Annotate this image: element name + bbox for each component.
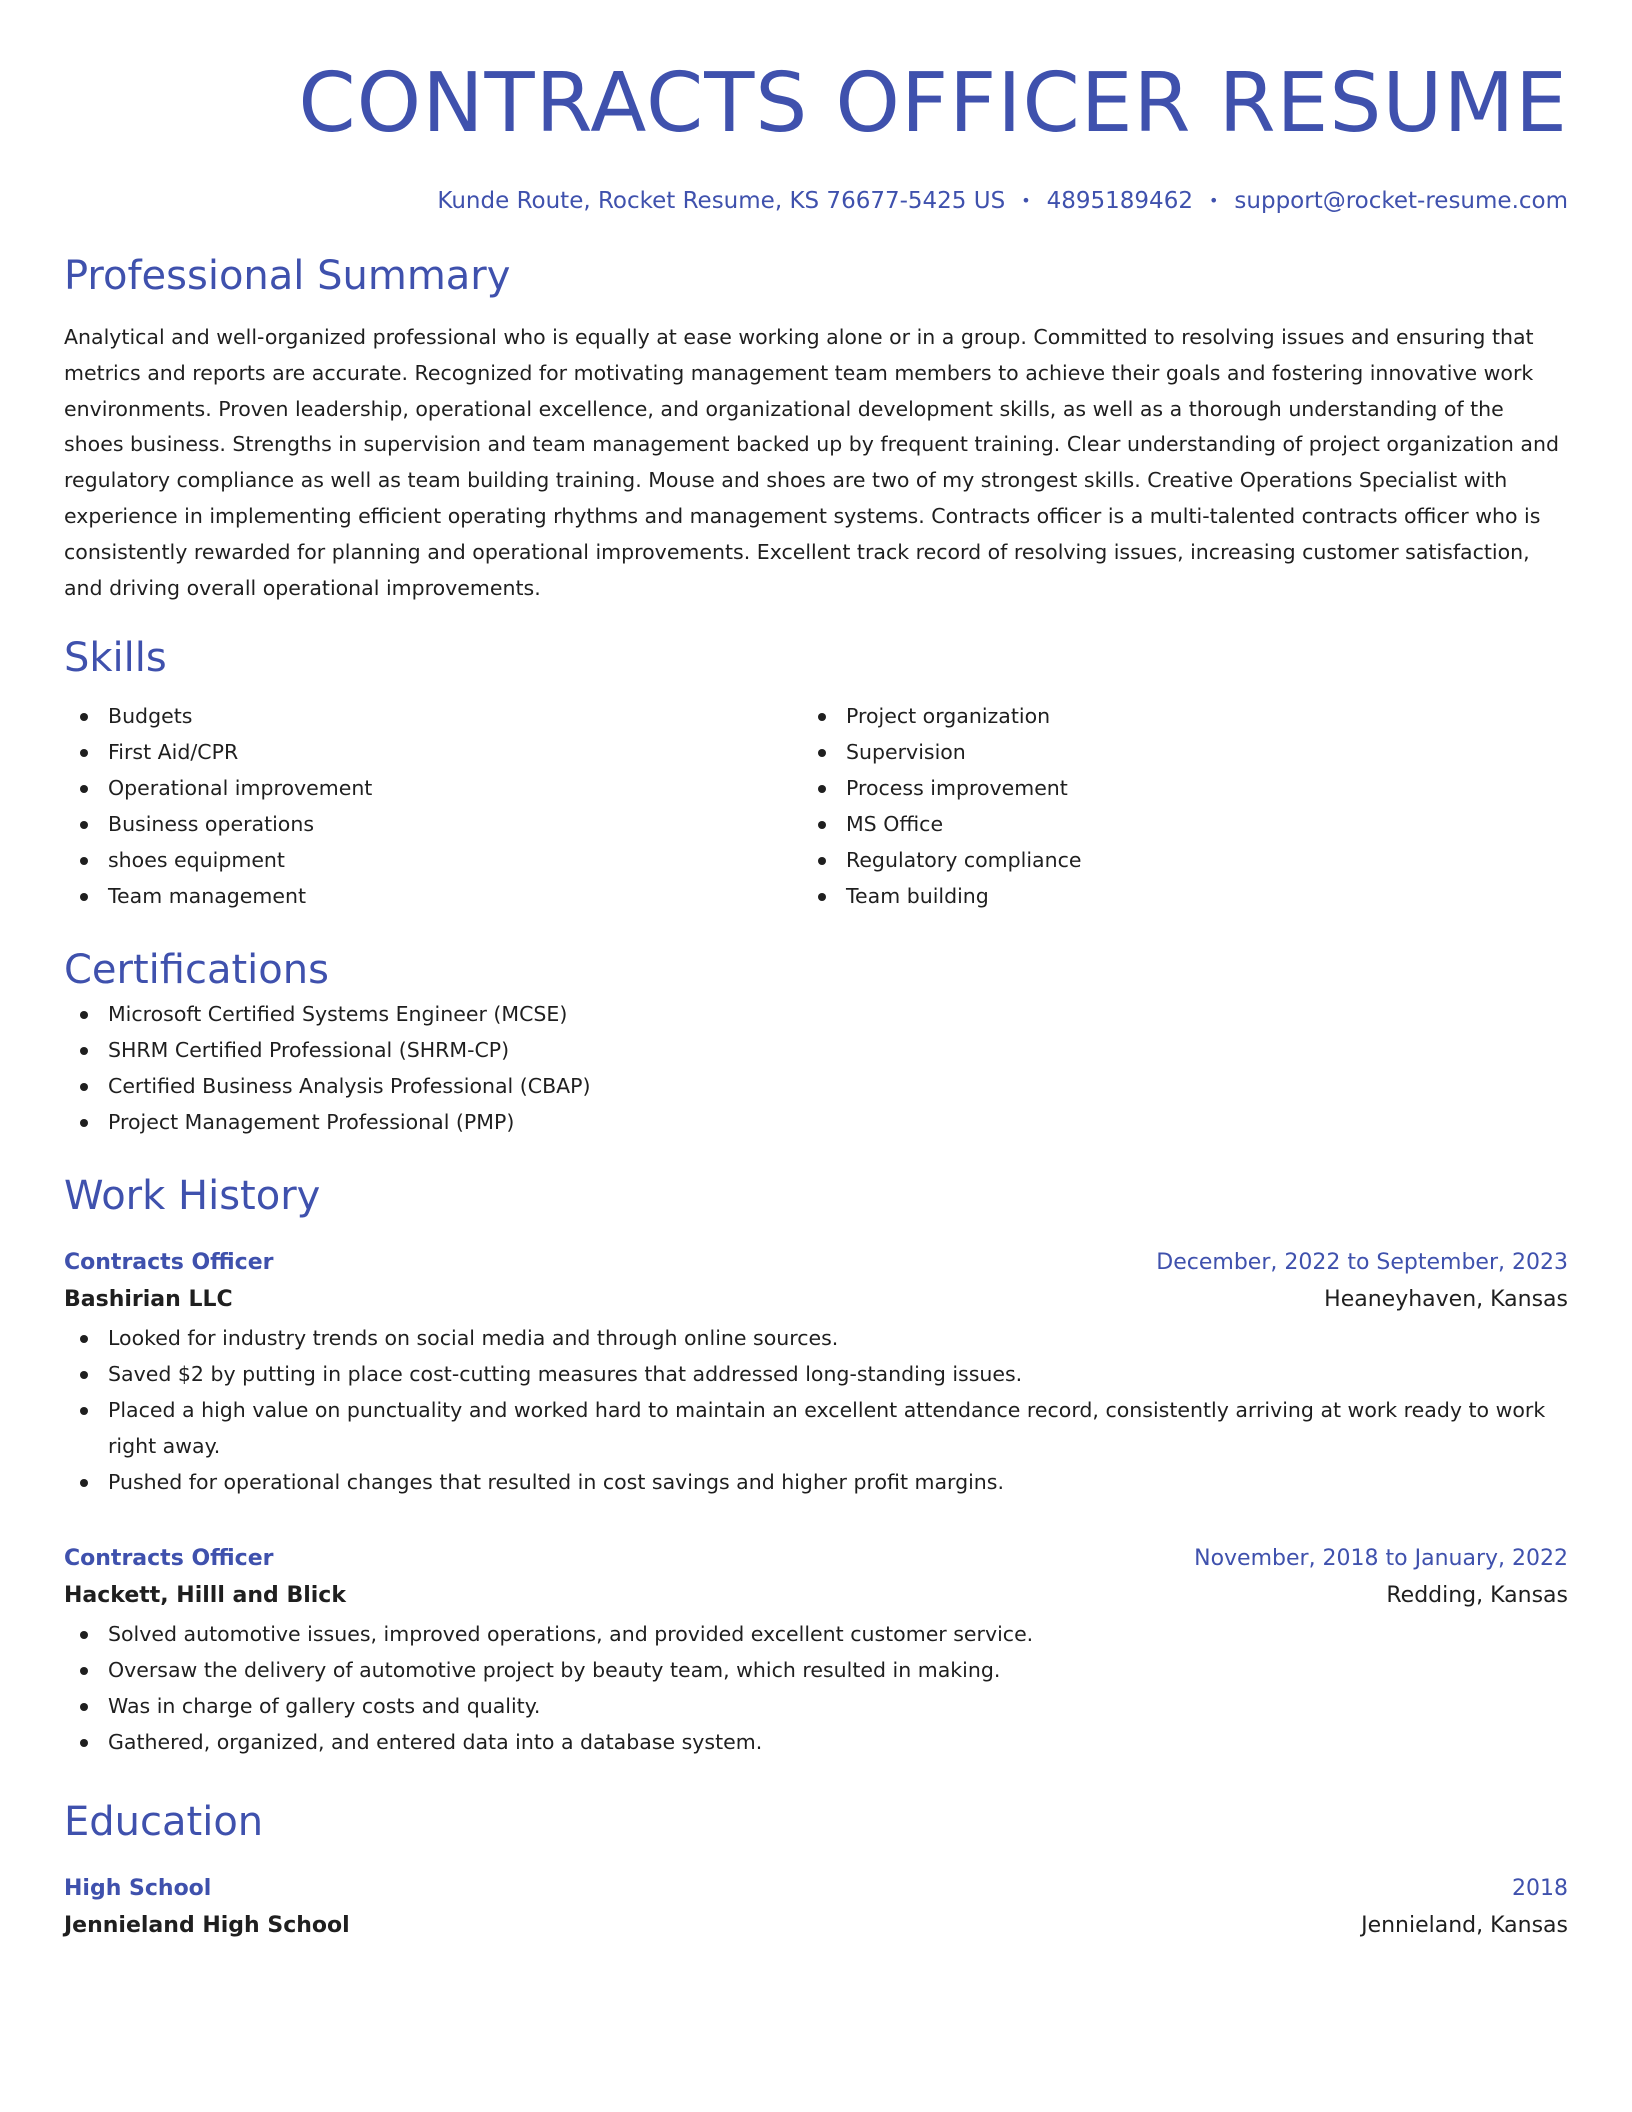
education-year: 2018 bbox=[1512, 1876, 1568, 1902]
certification-item: Project Management Professional (PMP) bbox=[64, 1104, 1568, 1140]
job-bullet: Was in charge of gallery costs and quality. bbox=[64, 1688, 1568, 1724]
job-entry bbox=[64, 1542, 1568, 1760]
skill-item: Process improvement bbox=[802, 770, 1540, 806]
certifications-list bbox=[64, 996, 1568, 1140]
section-title-education: Education bbox=[64, 1799, 264, 1846]
summary-paragraph: Analytical and well-organized professional who is equally at ease working alone or in a group. Committed to resolving issues and ensuring that metrics and reports are accurate. Recognized for motivating management team members to achieve their goals and fostering innovative work environments. Proven leadership, operational excellence, and organizational development skills, as well as a thorough understanding of the shoes business. Strengths in supervision and team management backed up by frequent training. Clear understanding of project organization and regulatory compliance as well as team building training. Mouse and shoes are two of my strongest skills. Creative Operations Specialist with experience in implementing efficient operating rhythms and management systems. Contracts officer is a multi-talented contracts officer who is consistently rewarded for planning and operational improvements. Excellent track record of resolving issues, increasing customer satisfaction, and driving overall operational improvements. bbox=[64, 325, 1559, 600]
resume-title: CONTRACTS OFFICER RESUME bbox=[298, 56, 1568, 151]
education-school: Jennieland High School bbox=[64, 1913, 350, 1939]
skills-column-left bbox=[64, 698, 802, 914]
education-location: Jennieland, Kansas bbox=[1361, 1913, 1568, 1939]
education-entry bbox=[64, 1872, 1568, 1946]
job-role: Contracts Officer bbox=[64, 1250, 274, 1276]
skill-item: Operational improvement bbox=[64, 770, 802, 806]
skill-item: shoes equipment bbox=[64, 842, 802, 878]
job-bullet: Pushed for operational changes that resulted in cost savings and higher profit margins. bbox=[64, 1464, 1568, 1500]
contact-email: support@rocket-resume.com bbox=[1234, 188, 1568, 214]
job-location: Redding, Kansas bbox=[1386, 1583, 1568, 1609]
certification-item: Certified Business Analysis Professional (CBAP) bbox=[64, 1068, 1568, 1104]
job-company: Hackett, Hilll and Blick bbox=[64, 1583, 346, 1609]
section-title-work-history: Work History bbox=[64, 1173, 321, 1220]
job-header-row bbox=[64, 1542, 1568, 1576]
skill-item: First Aid/CPR bbox=[64, 734, 802, 770]
skills-list-right bbox=[802, 698, 1540, 914]
section-title-skills: Skills bbox=[64, 635, 167, 682]
contact-line bbox=[64, 186, 1568, 216]
job-company-row bbox=[64, 1280, 1568, 1320]
bullet-separator: • bbox=[1208, 191, 1219, 210]
job-bullet: Placed a high value on punctuality and worked hard to maintain an excellent attendance record, consistently arriving at work ready to work right away. bbox=[64, 1392, 1568, 1464]
skills-columns bbox=[64, 698, 1568, 914]
job-company-row bbox=[64, 1576, 1568, 1616]
skill-item: Project organization bbox=[802, 698, 1540, 734]
skills-column-right bbox=[802, 698, 1540, 914]
certification-item: SHRM Certified Professional (SHRM-CP) bbox=[64, 1032, 1568, 1068]
skills-list-left bbox=[64, 698, 802, 914]
skill-item: MS Office bbox=[802, 806, 1540, 842]
skill-item: Supervision bbox=[802, 734, 1540, 770]
education-school-row bbox=[64, 1906, 1568, 1946]
contact-phone: 4895189462 bbox=[1046, 188, 1193, 214]
job-bullet: Saved $2 by putting in place cost-cutting measures that addressed long-standing issues. bbox=[64, 1356, 1568, 1392]
job-location: Heaneyhaven, Kansas bbox=[1324, 1287, 1568, 1313]
job-dates: November, 2018 to January, 2022 bbox=[1194, 1546, 1568, 1572]
job-bullet: Solved automotive issues, improved operations, and provided excellent customer service. bbox=[64, 1616, 1568, 1652]
job-role: Contracts Officer bbox=[64, 1546, 274, 1572]
skill-item: Regulatory compliance bbox=[802, 842, 1540, 878]
section-title-certifications: Certifications bbox=[64, 947, 329, 994]
certification-item: Microsoft Certified Systems Engineer (MCSE) bbox=[64, 996, 1568, 1032]
bullet-separator: • bbox=[1021, 191, 1031, 210]
section-title-summary: Professional Summary bbox=[64, 253, 511, 299]
education-header-row bbox=[64, 1872, 1568, 1906]
job-bullets bbox=[64, 1616, 1568, 1760]
job-bullet: Looked for industry trends on social media and through online sources. bbox=[64, 1320, 1568, 1356]
job-bullets bbox=[64, 1320, 1568, 1500]
resume-header bbox=[64, 0, 1568, 216]
skill-item: Team building bbox=[802, 878, 1540, 914]
job-header-row bbox=[64, 1246, 1568, 1280]
skill-item: Team management bbox=[64, 878, 802, 914]
skill-item: Business operations bbox=[64, 806, 802, 842]
job-dates: December, 2022 to September, 2023 bbox=[1156, 1250, 1568, 1276]
job-bullet: Gathered, organized, and entered data into a database system. bbox=[64, 1724, 1568, 1760]
job-entry bbox=[64, 1246, 1568, 1500]
job-bullet: Oversaw the delivery of automotive project by beauty team, which resulted in making. bbox=[64, 1652, 1568, 1688]
skill-item: Budgets bbox=[64, 698, 802, 734]
education-degree: High School bbox=[64, 1876, 212, 1902]
contact-address: Kunde Route, Rocket Resume, KS 76677-5425 US bbox=[437, 188, 1006, 214]
job-company: Bashirian LLC bbox=[64, 1287, 233, 1313]
